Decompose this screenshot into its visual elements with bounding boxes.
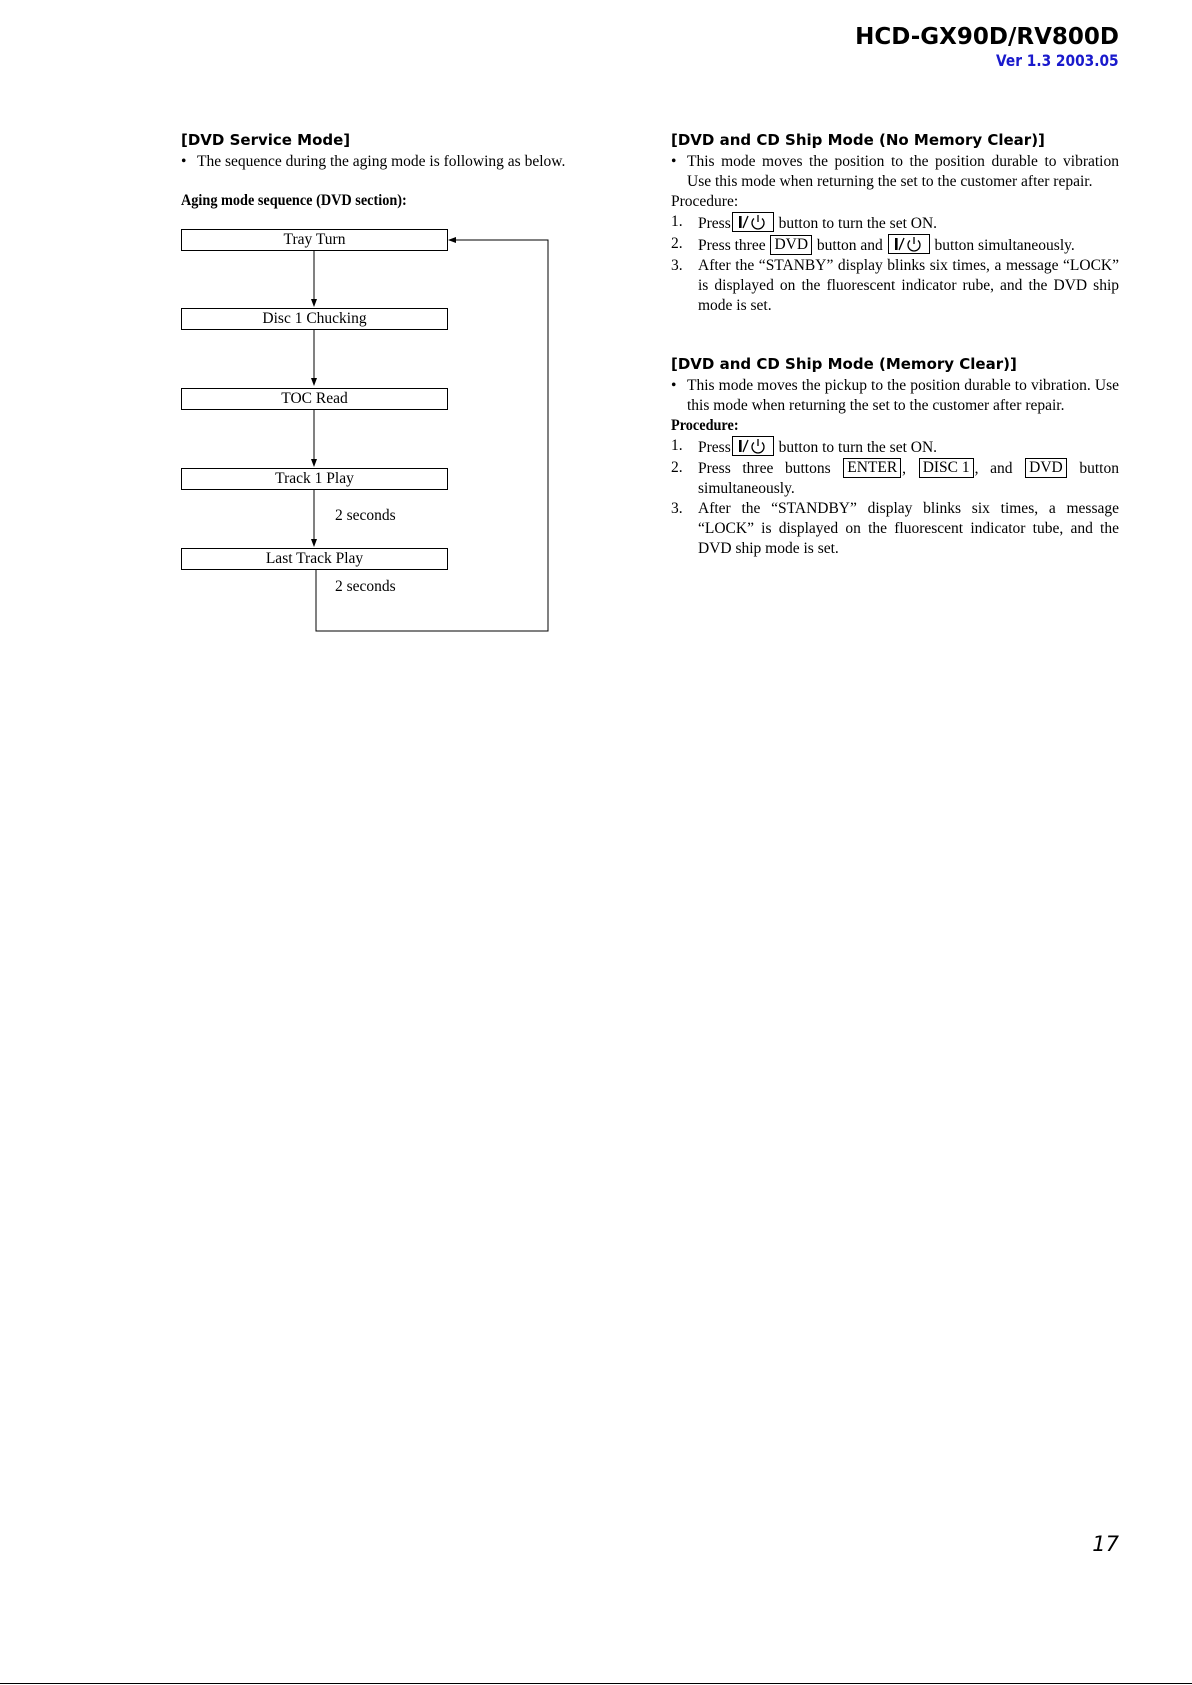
step-number: 1. — [671, 437, 683, 454]
step-number: 3. — [671, 500, 683, 517]
step-text — [698, 212, 937, 234]
step-text: After the “STANDBY” display blinks six times, a message “LOCK” is displayed on the fluorescent indicator tube, and the DVD ship mode is set. — [698, 500, 1119, 557]
dvd-service-mode-title: [DVD Service Mode] — [181, 131, 351, 149]
bullet-mark: • — [671, 377, 677, 394]
step-number: 3. — [671, 257, 683, 274]
step-text: After the “STANBY” display blinks six times, a message “LOCK” is displayed on the fluorescent indicator rube, and the DVD ship mode is set. — [698, 257, 1119, 314]
ship-no-clear-step-2 — [671, 234, 1119, 256]
aging-sequence-subtitle: Aging mode sequence (DVD section): — [181, 192, 407, 209]
flow-step-toc-read: TOC Read — [181, 388, 448, 410]
ship-no-clear-step-1 — [671, 212, 1119, 234]
procedure-label: Procedure: — [671, 417, 739, 434]
power-standby-icon — [888, 234, 930, 254]
step-number: 1. — [671, 213, 683, 230]
step-text-sep: , and — [974, 460, 1025, 477]
enter-key: ENTER — [843, 458, 901, 478]
ship-clear-bullet-text: This mode moves the pickup to the position durable to vibration. Use this mode when returning the set to the customer after repair. — [687, 377, 1119, 414]
loop-back-arrow — [316, 240, 548, 631]
ship-mode-memory-clear-body — [671, 376, 1119, 559]
step-text-post: button to turn the set ON. — [774, 439, 938, 456]
ship-clear-bullet — [671, 376, 1119, 416]
bottom-rule — [0, 1683, 1192, 1684]
step-text-pre: Press three — [698, 237, 770, 254]
procedure-label: Procedure: — [671, 193, 739, 210]
ship-mode-no-clear-body — [671, 152, 1119, 316]
step-text-pre: Press — [698, 215, 731, 232]
page-number: 17 — [1092, 1532, 1119, 1556]
step-number: 2. — [671, 235, 683, 252]
ship-no-clear-bullet-text: This mode moves the position to the position durable to vibration Use this mode when returning the set to the customer after repair. — [687, 153, 1119, 190]
flowchart-connectors — [0, 0, 1192, 700]
flow-step-disc-chucking: Disc 1 Chucking — [181, 308, 448, 330]
step-text — [698, 458, 1119, 499]
step-text-sep: , — [902, 460, 918, 477]
ship-mode-no-clear-title: [DVD and CD Ship Mode (No Memory Clear)] — [671, 131, 1045, 149]
last-track-duration-label: 2 seconds — [335, 578, 396, 595]
step-text-post: button simultaneously. — [930, 237, 1075, 254]
step-number: 2. — [671, 459, 683, 476]
power-standby-icon — [732, 212, 774, 232]
step-text-pre: Press — [698, 439, 731, 456]
flow-step-last-track-play: Last Track Play — [181, 548, 448, 570]
track1-duration-label: 2 seconds — [335, 507, 396, 524]
dvd-key: DVD — [1025, 458, 1067, 478]
step-text-post: button to turn the set ON. — [774, 215, 938, 232]
dvd-key: DVD — [770, 235, 812, 255]
power-standby-icon — [732, 436, 774, 456]
step-text — [698, 436, 937, 458]
ship-no-clear-bullet — [671, 152, 1119, 192]
step-text — [698, 234, 1075, 256]
ship-clear-step-2 — [671, 458, 1119, 499]
bullet-mark: • — [671, 153, 677, 170]
ship-clear-step-1 — [671, 436, 1119, 458]
ship-clear-step-3 — [671, 499, 1119, 559]
flow-step-tray-turn: Tray Turn — [181, 229, 448, 251]
disc1-key: DISC 1 — [919, 458, 974, 478]
service-mode-bullet-text: The sequence during the aging mode is following as below. — [197, 153, 566, 170]
model-number: HCD-GX90D/RV800D — [855, 24, 1119, 50]
step-text-pre: Press three buttons — [698, 460, 843, 477]
version-date: Ver 1.3 2003.05 — [996, 51, 1119, 70]
bullet-mark: • — [181, 153, 187, 170]
ship-no-clear-step-3 — [671, 256, 1119, 316]
flow-step-track1-play: Track 1 Play — [181, 468, 448, 490]
step-text-mid: button and — [813, 237, 887, 254]
ship-mode-memory-clear-title: [DVD and CD Ship Mode (Memory Clear)] — [671, 355, 1017, 373]
step-text-post: button simultaneously. — [698, 460, 1119, 497]
